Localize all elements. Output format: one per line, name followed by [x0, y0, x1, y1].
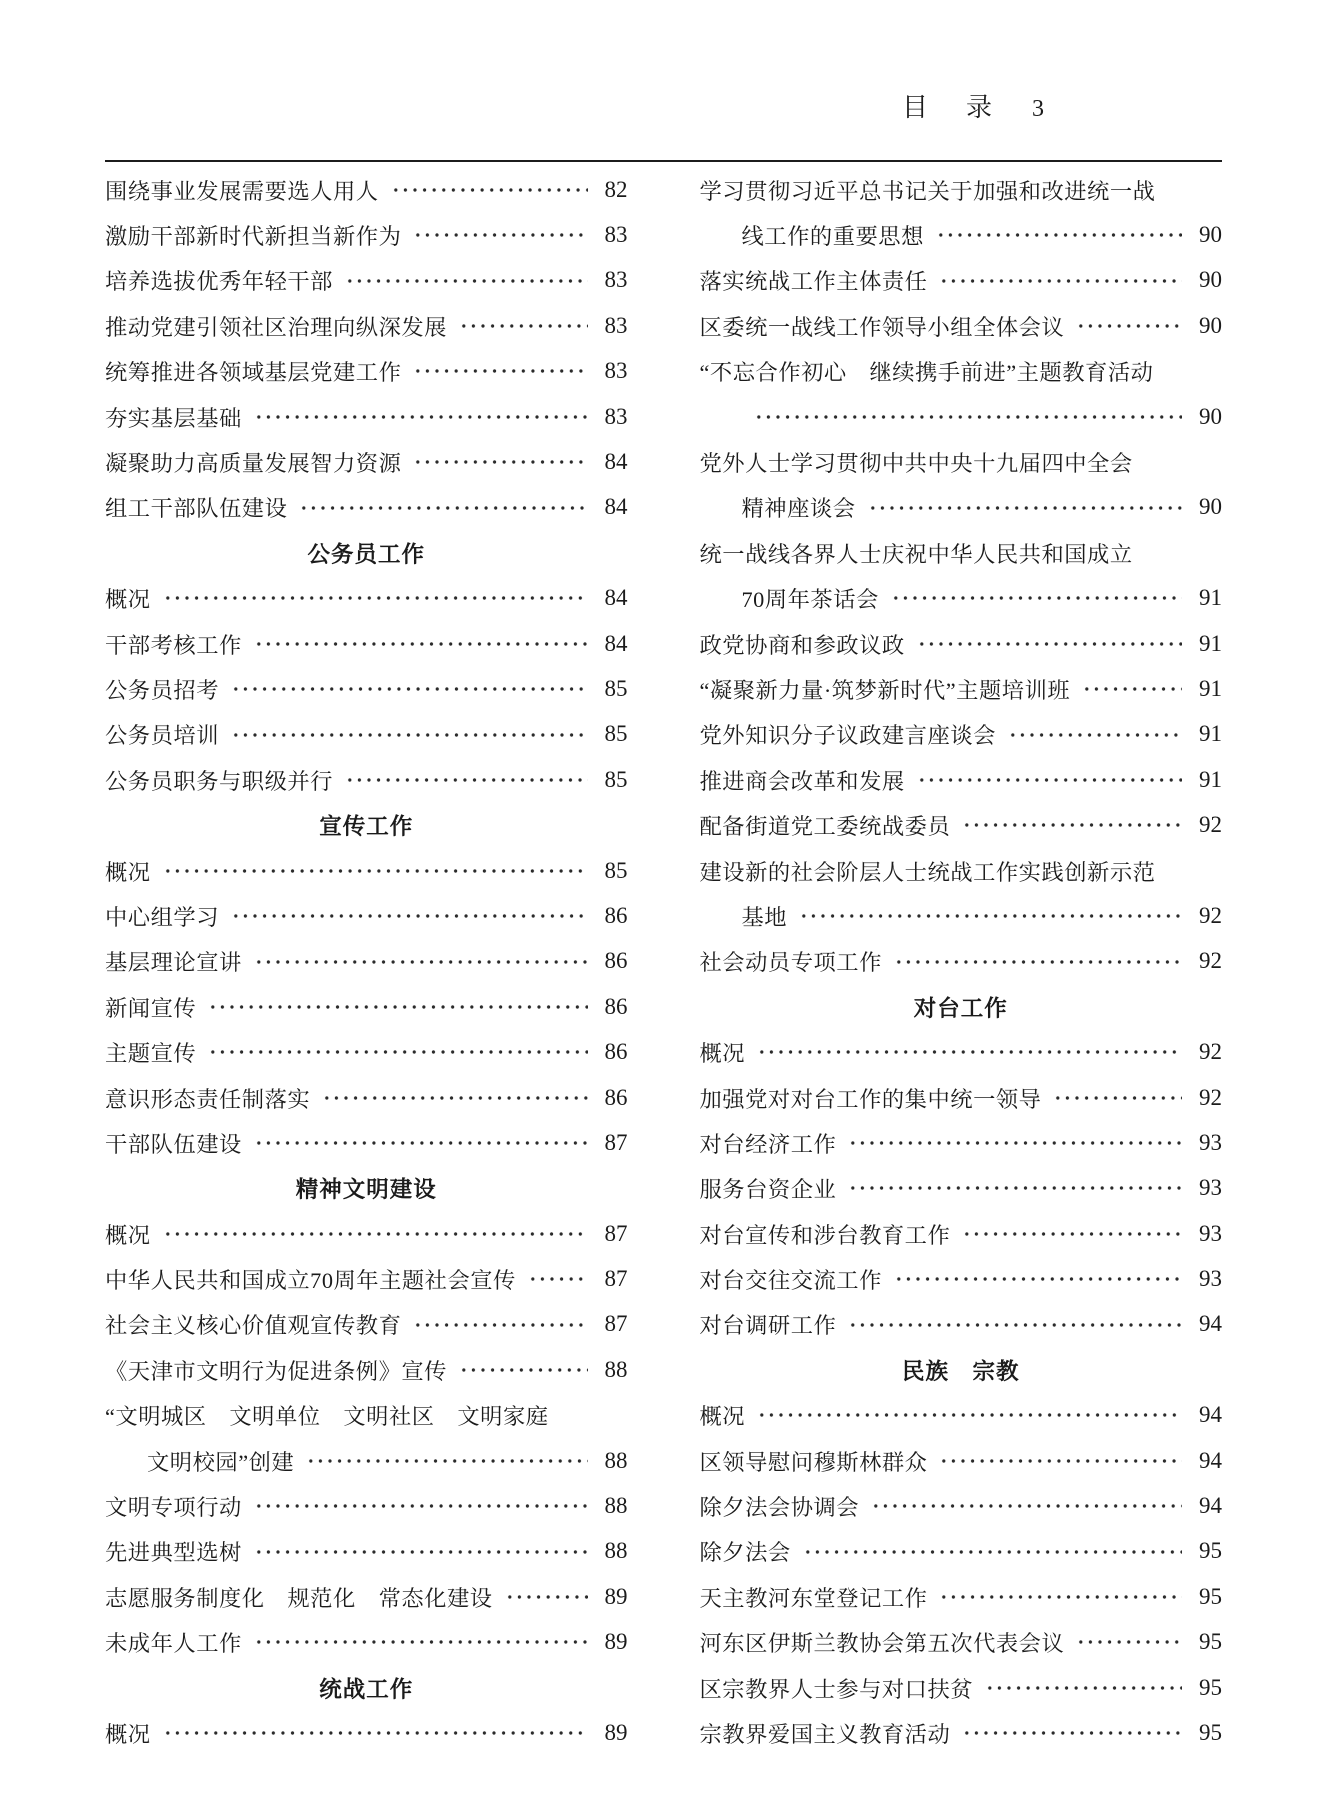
toc-entry-line — [105, 666, 628, 711]
dot-leader — [459, 1347, 588, 1392]
toc-entry-title: 夯实基层基础 — [105, 405, 242, 431]
page-number: 83 — [604, 403, 628, 429]
page-number: 92 — [1199, 1084, 1222, 1110]
toc-entry-line — [700, 394, 1223, 439]
toc-entry-line — [700, 1710, 1223, 1755]
page-number: 87 — [604, 1220, 628, 1246]
toc-entry-line — [105, 1029, 628, 1074]
toc-entry-line — [700, 167, 1223, 212]
dot-leader — [254, 1483, 588, 1528]
toc-entry-line — [105, 1620, 628, 1665]
toc-entry-title: 党外人士学习贯彻中共中央十九届四中全会 — [699, 451, 1133, 477]
toc-entry-title: 70周年茶话会 — [741, 587, 879, 613]
dot-leader — [962, 1710, 1182, 1755]
toc-section-header — [700, 1347, 1223, 1392]
toc-entry-line — [105, 893, 628, 938]
dot-leader — [868, 485, 1183, 530]
toc-entry-title: 除夕法会协调会 — [699, 1495, 860, 1521]
toc-entry-title: 配备街道党工委统战委员 — [699, 814, 951, 840]
toc-section-label: 宣传工作 — [319, 814, 414, 840]
page-number: 93 — [1199, 1266, 1222, 1292]
page-number: 92 — [1199, 948, 1222, 974]
dot-leader — [871, 1483, 1182, 1528]
page-number: 94 — [1199, 1447, 1222, 1473]
toc-entry-line — [700, 712, 1223, 757]
dot-leader — [936, 212, 1182, 257]
toc-entry-line — [700, 1120, 1223, 1165]
toc-entry-title: 区委统一战线工作领导小组全体会议 — [699, 314, 1065, 340]
toc-section-header — [105, 1665, 628, 1710]
toc-entry-line — [700, 1256, 1223, 1301]
toc-entry-title: 未成年人工作 — [105, 1631, 242, 1657]
toc-entry-line — [700, 1211, 1223, 1256]
dot-leader — [505, 1574, 588, 1619]
dot-leader — [1053, 1075, 1182, 1120]
page-number: 83 — [604, 222, 628, 248]
toc-entry-line — [700, 485, 1223, 530]
page-number: 89 — [604, 1583, 628, 1609]
toc-entry-title: 对台调研工作 — [699, 1313, 837, 1339]
toc-entry-line — [105, 1256, 628, 1301]
dot-leader — [917, 621, 1182, 666]
page-number: 86 — [604, 1039, 628, 1065]
page-number: 93 — [1199, 1220, 1222, 1246]
toc-entry-line — [105, 349, 628, 394]
toc-entry-line — [105, 1075, 628, 1120]
toc-section-label: 对台工作 — [913, 995, 1008, 1021]
dot-leader — [985, 1665, 1182, 1710]
toc-entry-line — [700, 666, 1223, 711]
toc-entry-line — [105, 1347, 628, 1392]
dot-leader — [231, 666, 588, 711]
page-number: 89 — [604, 1719, 628, 1745]
page-number: 83 — [604, 312, 628, 338]
toc-entry-title: 政党协商和参政议政 — [699, 632, 905, 658]
dot-leader — [939, 1438, 1182, 1483]
toc-entry-title: 围绕事业发展需要选人用人 — [105, 178, 379, 204]
toc-entry-line — [700, 1665, 1223, 1710]
toc-entry-title: 概况 — [105, 859, 151, 885]
toc-entry-title: 中华人民共和国成立70周年主题社会宣传 — [105, 1268, 516, 1294]
folio-page-number: 3 — [1032, 96, 1044, 122]
page-number: 87 — [604, 1311, 628, 1337]
page-number: 91 — [1199, 766, 1222, 792]
toc-entry-title: 先进典型选树 — [105, 1540, 242, 1566]
toc-entry-title: 干部考核工作 — [105, 632, 242, 658]
toc-entry-title: 社会动员专项工作 — [699, 950, 882, 976]
toc-section-label: 公务员工作 — [307, 541, 425, 567]
toc-entry-title: “文明城区 文明单位 文明社区 文明家庭 — [105, 1404, 549, 1430]
page-number: 95 — [1199, 1629, 1222, 1655]
running-head — [105, 92, 1222, 162]
dot-leader — [306, 1438, 587, 1483]
toc-entry-line — [105, 576, 628, 621]
dot-leader — [231, 712, 588, 757]
toc-entry-title: 激励干部新时代新担当新作为 — [105, 224, 402, 250]
toc-entry-title: 概况 — [105, 1222, 151, 1248]
toc-entry-title: 加强党对对台工作的集中统一领导 — [699, 1086, 1042, 1112]
page-title: 目 录 — [901, 93, 998, 122]
page-number: 86 — [604, 1084, 628, 1110]
page-number: 83 — [604, 267, 628, 293]
page-number: 90 — [1199, 494, 1222, 520]
page-number: 92 — [1199, 902, 1222, 928]
toc-section-header — [105, 802, 628, 847]
toc-entry-line — [700, 1529, 1223, 1574]
toc-section-label: 统战工作 — [319, 1676, 414, 1702]
dot-leader — [1076, 303, 1182, 348]
page-number: 95 — [1199, 1719, 1222, 1745]
toc-entry-line — [105, 621, 628, 666]
dot-leader — [1076, 1620, 1182, 1665]
dot-leader — [254, 621, 588, 666]
toc-entry-title: 河东区伊斯兰教协会第五次代表会议 — [699, 1631, 1065, 1657]
toc-entry-title: 基层理论宣讲 — [105, 950, 242, 976]
toc-section-header — [700, 984, 1223, 1029]
dot-leader — [754, 394, 1183, 439]
toc-entry-line — [700, 349, 1223, 394]
dot-leader — [163, 576, 588, 621]
page-number: 94 — [1199, 1311, 1222, 1337]
toc-entry-line — [105, 1529, 628, 1574]
toc-entry-title: 区宗教界人士参与对口扶贫 — [699, 1676, 974, 1702]
dot-leader — [1082, 666, 1182, 711]
toc-section-header — [105, 1166, 628, 1211]
toc-entry-title: 主题宣传 — [105, 1041, 197, 1067]
dot-leader — [299, 485, 587, 530]
dot-leader — [939, 1574, 1182, 1619]
page-number: 94 — [1199, 1402, 1222, 1428]
toc-entry-line — [700, 939, 1223, 984]
toc-entry-line — [700, 212, 1223, 257]
dot-leader — [231, 893, 588, 938]
dot-leader — [848, 1166, 1182, 1211]
dot-leader — [917, 757, 1182, 802]
toc-entry-title: 文明校园”创建 — [147, 1449, 295, 1475]
toc-entry-line — [105, 167, 628, 212]
toc-entry-title: 统筹推进各领域基层党建工作 — [105, 360, 402, 386]
dot-leader — [459, 303, 588, 348]
page-number: 88 — [604, 1447, 628, 1473]
toc-entry-line — [700, 1620, 1223, 1665]
dot-leader — [163, 848, 588, 893]
dot-leader — [962, 802, 1182, 847]
toc-entry-line — [105, 485, 628, 530]
toc-entry-title: “凝聚新力量·筑梦新时代”主题培训班 — [699, 677, 1071, 703]
toc-entry-title: 干部队伍建设 — [105, 1131, 242, 1157]
page-number: 95 — [1199, 1674, 1222, 1700]
page-number: 90 — [1199, 312, 1222, 338]
toc-entry-line — [105, 984, 628, 1029]
toc-entry-line — [105, 848, 628, 893]
toc-columns — [105, 162, 1222, 1756]
toc-entry-line — [105, 303, 628, 348]
toc-entry-title: 学习贯彻习近平总书记关于加强和改进统一战 — [699, 178, 1156, 204]
toc-entry-line — [105, 439, 628, 484]
toc-entry-title: 线工作的重要思想 — [741, 224, 924, 250]
page-number: 82 — [604, 176, 628, 202]
toc-entry-line — [700, 1438, 1223, 1483]
toc-entry-title: 落实统战工作主体责任 — [699, 269, 928, 295]
dot-leader — [254, 394, 588, 439]
toc-entry-line — [700, 757, 1223, 802]
toc-entry-line — [105, 1438, 628, 1483]
toc-entry-title: 文明专项行动 — [105, 1495, 242, 1521]
page-number: 84 — [604, 449, 628, 475]
toc-entry-line — [105, 1393, 628, 1438]
toc-entry-title: 天主教河东堂登记工作 — [699, 1585, 928, 1611]
page-number: 88 — [604, 1493, 628, 1519]
toc-entry-line — [105, 712, 628, 757]
page-number: 92 — [1199, 812, 1222, 838]
toc-entry-title: 区领导慰问穆斯林群众 — [699, 1449, 928, 1475]
toc-entry-title: 组工干部队伍建设 — [105, 496, 288, 522]
toc-entry-line — [700, 303, 1223, 348]
toc-entry-line — [105, 1574, 628, 1619]
toc-entry-title: 基地 — [741, 904, 788, 930]
toc-entry-title: 《天津市文明行为促进条例》宣传 — [105, 1358, 447, 1384]
toc-entry-title: 对台交往交流工作 — [699, 1268, 882, 1294]
toc-entry-title: 宗教界爱国主义教育活动 — [699, 1721, 951, 1747]
page-number: 85 — [604, 721, 628, 747]
toc-entry-title: 概况 — [699, 1041, 746, 1067]
toc-column — [105, 167, 628, 1756]
page-number: 88 — [604, 1538, 628, 1564]
toc-entry-line — [700, 576, 1223, 621]
dot-leader — [848, 1302, 1182, 1347]
toc-entry-title: 公务员培训 — [105, 723, 219, 749]
dot-leader — [799, 893, 1182, 938]
dot-leader — [208, 984, 587, 1029]
page-number: 85 — [604, 766, 628, 792]
toc-entry-line — [700, 1302, 1223, 1347]
dot-leader — [322, 1075, 587, 1120]
toc-section-label: 精神文明建设 — [295, 1177, 437, 1203]
toc-entry-line — [105, 1710, 628, 1755]
page-number: 93 — [1199, 1175, 1222, 1201]
toc-entry-line — [700, 893, 1223, 938]
toc-entry-title: 概况 — [105, 1721, 151, 1747]
toc-entry-title: 推动党建引领社区治理向纵深发展 — [105, 314, 447, 340]
page-number: 91 — [1199, 630, 1222, 656]
page-number: 91 — [1199, 721, 1222, 747]
toc-entry-line — [105, 1211, 628, 1256]
page-number: 87 — [604, 1129, 628, 1155]
dot-leader — [803, 1529, 1182, 1574]
toc-entry-title: 党外知识分子议政建言座谈会 — [699, 723, 996, 749]
page-number: 84 — [604, 585, 628, 611]
page-number: 92 — [1199, 1039, 1222, 1065]
dot-leader — [962, 1211, 1182, 1256]
toc-column — [700, 167, 1223, 1756]
toc-entry-line — [105, 939, 628, 984]
toc-entry-line — [105, 394, 628, 439]
dot-leader — [163, 1211, 588, 1256]
toc-entry-line — [700, 439, 1223, 484]
toc-entry-line — [105, 258, 628, 303]
toc-entry-title: 意识形态责任制落实 — [105, 1086, 311, 1112]
dot-leader — [345, 757, 588, 802]
page-number: 86 — [604, 993, 628, 1019]
toc-entry-title: 社会主义核心价值观宣传教育 — [105, 1313, 402, 1339]
dot-leader — [528, 1256, 588, 1301]
dot-leader — [254, 1620, 588, 1665]
dot-leader — [254, 1529, 588, 1574]
toc-entry-line — [700, 848, 1223, 893]
dot-leader — [391, 167, 588, 212]
dot-leader — [413, 349, 587, 394]
toc-entry-title: 精神座谈会 — [741, 496, 856, 522]
dot-leader — [163, 1710, 588, 1755]
page-number: 87 — [604, 1266, 628, 1292]
toc-entry-title: “不忘合作初心 继续携手前进”主题教育活动 — [699, 360, 1154, 386]
dot-leader — [891, 576, 1182, 621]
page-number: 88 — [604, 1356, 628, 1382]
toc-entry-title: 新闻宣传 — [105, 995, 197, 1021]
toc-entry-line — [700, 1029, 1223, 1074]
toc-entry-line — [700, 1574, 1223, 1619]
dot-leader — [413, 212, 587, 257]
dot-leader — [757, 1393, 1182, 1438]
toc-entry-line — [105, 212, 628, 257]
page-number: 91 — [1199, 675, 1222, 701]
dot-leader — [413, 439, 587, 484]
toc-entry-title: 对台经济工作 — [699, 1131, 837, 1157]
toc-entry-line — [700, 621, 1223, 666]
toc-entry-title: 推进商会改革和发展 — [699, 768, 905, 794]
page-number: 90 — [1199, 403, 1222, 429]
toc-entry-title: 公务员招考 — [105, 677, 219, 703]
toc-entry-title: 统一战线各界人士庆祝中华人民共和国成立 — [699, 541, 1133, 567]
toc-entry-line — [105, 1302, 628, 1347]
dot-leader — [1008, 712, 1182, 757]
toc-entry-line — [700, 1166, 1223, 1211]
toc-entry-line — [700, 258, 1223, 303]
page-number: 89 — [604, 1629, 628, 1655]
page-number: 94 — [1199, 1493, 1222, 1519]
dot-leader — [254, 939, 588, 984]
toc-section-header — [105, 530, 628, 575]
toc-entry-line — [105, 757, 628, 802]
page-number: 91 — [1199, 585, 1222, 611]
page-number: 90 — [1199, 222, 1222, 248]
page-number: 83 — [604, 358, 628, 384]
dot-leader — [939, 258, 1182, 303]
page-number: 95 — [1199, 1583, 1222, 1609]
toc-entry-title: 服务台资企业 — [699, 1177, 837, 1203]
page-number: 84 — [604, 494, 628, 520]
toc-entry-title: 中心组学习 — [105, 904, 219, 930]
toc-entry-line — [105, 1483, 628, 1528]
toc-entry-line — [105, 1120, 628, 1165]
page-number: 90 — [1199, 267, 1222, 293]
page-number: 86 — [604, 902, 628, 928]
toc-entry-line — [700, 802, 1223, 847]
toc-entry-title: 公务员职务与职级并行 — [105, 768, 333, 794]
toc-entry-title: 概况 — [105, 587, 151, 613]
toc-entry-line — [700, 1393, 1223, 1438]
dot-leader — [254, 1120, 588, 1165]
page-number: 85 — [604, 857, 628, 883]
dot-leader — [894, 1256, 1182, 1301]
dot-leader — [757, 1029, 1182, 1074]
dot-leader — [345, 258, 588, 303]
dot-leader — [894, 939, 1182, 984]
toc-entry-title: 志愿服务制度化 规范化 常态化建设 — [105, 1585, 493, 1611]
toc-section-label: 民族 宗教 — [901, 1358, 1020, 1384]
page-number: 93 — [1199, 1129, 1222, 1155]
dot-leader — [208, 1029, 587, 1074]
page-number: 84 — [604, 630, 628, 656]
toc-entry-title: 对台宣传和涉台教育工作 — [699, 1222, 951, 1248]
page-number: 95 — [1199, 1538, 1222, 1564]
toc-entry-title: 除夕法会 — [699, 1540, 791, 1566]
toc-entry-title: 建设新的社会阶层人士统战工作实践创新示范 — [699, 859, 1156, 885]
page-number: 86 — [604, 948, 628, 974]
toc-entry-title: 凝聚助力高质量发展智力资源 — [105, 451, 402, 477]
dot-leader — [848, 1120, 1182, 1165]
toc-entry-title: 培养选拔优秀年轻干部 — [105, 269, 333, 295]
toc-entry-title: 概况 — [699, 1404, 746, 1430]
toc-entry-line — [700, 1075, 1223, 1120]
dot-leader — [413, 1302, 587, 1347]
toc-entry-line — [700, 530, 1223, 575]
toc-entry-line — [700, 1483, 1223, 1528]
page-number: 85 — [604, 675, 628, 701]
